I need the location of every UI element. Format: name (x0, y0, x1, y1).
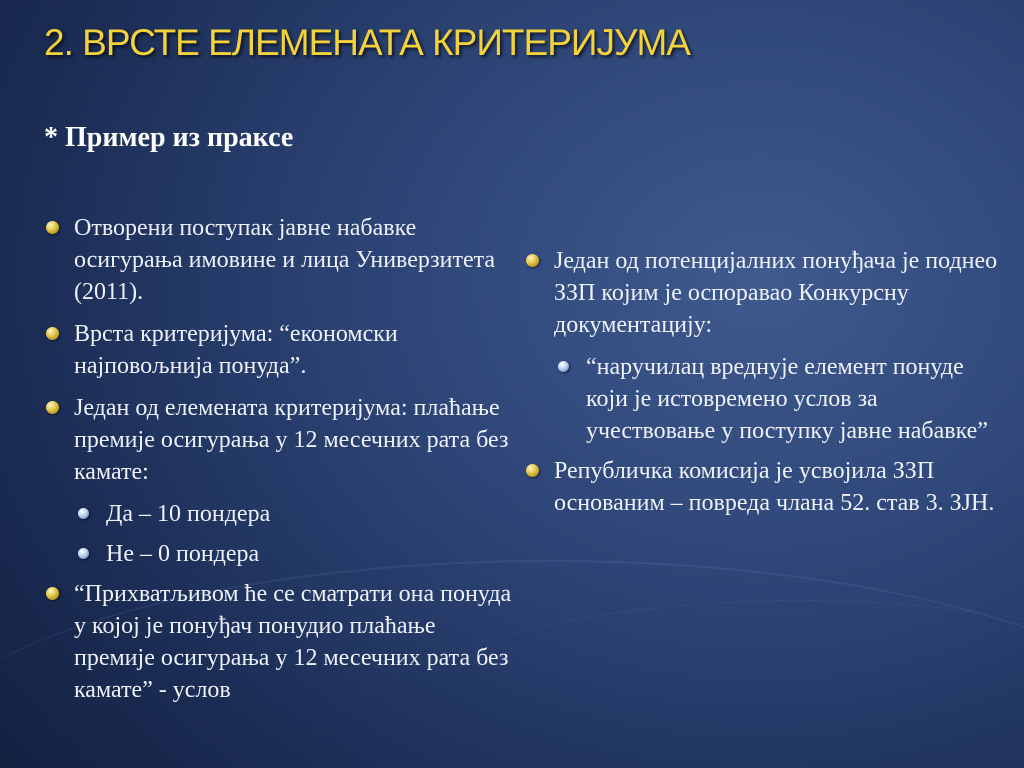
sub-bullet-text: Да – 10 пондера (106, 501, 271, 527)
bullet-item-commission-decision (524, 455, 1004, 519)
bullet-text: Отворени поступак јавне набавке осигурања имовине и лица Универзитета (2011). (74, 215, 496, 305)
bullet-item-criterion-element (44, 392, 514, 488)
gold-bullet-icon (46, 401, 59, 414)
gold-bullet-icon (526, 464, 539, 477)
bullet-item-acceptable-offer (44, 578, 514, 706)
slide-subtitle: * Пример из праксе (44, 122, 294, 153)
bullet-text: Врста критеријума: “економски најповољнија понуда”. (74, 321, 398, 379)
sub-bullet-item-complaint-quote (524, 351, 1004, 447)
bullet-item-bidder-complaint (524, 245, 1004, 341)
bullet-text: Један од потенцијалних понуђача је поднео ЗЗП којим је оспоравао Конкурсну документацију: (554, 248, 998, 338)
blue-bullet-icon (558, 361, 569, 372)
bullet-item-criterion-type (44, 318, 514, 382)
bullet-item-procurement (44, 212, 514, 308)
gold-bullet-icon (46, 587, 59, 600)
blue-bullet-icon (78, 548, 89, 559)
sub-bullet-text: “наручилац вреднује елемент понуде који је истовремено услов за учествовање у поступку јавне набавке” (586, 354, 988, 444)
bullet-text: Републичка комисија је усвојила ЗЗП основаним – повреда члана 52. став 3. ЗЈН. (554, 458, 995, 516)
slide-title: 2. ВРСТЕ ЕЛЕМЕНАТА КРИТЕРИЈУМА (44, 22, 690, 63)
sub-bullet-item-no (44, 538, 514, 570)
left-column (44, 212, 514, 716)
sub-bullet-text: Не – 0 пондера (106, 541, 260, 567)
gold-bullet-icon (46, 327, 59, 340)
blue-bullet-icon (78, 508, 89, 519)
gold-bullet-icon (526, 254, 539, 267)
gold-bullet-icon (46, 221, 59, 234)
bullet-text: “Прихватљивом ће се сматрати она понуда у којој је понуђач понудио плаћање премије осигурања у 12 месечних рата без камате” - услов (74, 581, 512, 703)
sub-bullet-item-yes (44, 498, 514, 530)
right-column (524, 245, 1004, 529)
bullet-text: Један од елемената критеријума: плаћање премије осигурања у 12 месечних рата без камате: (74, 395, 509, 485)
